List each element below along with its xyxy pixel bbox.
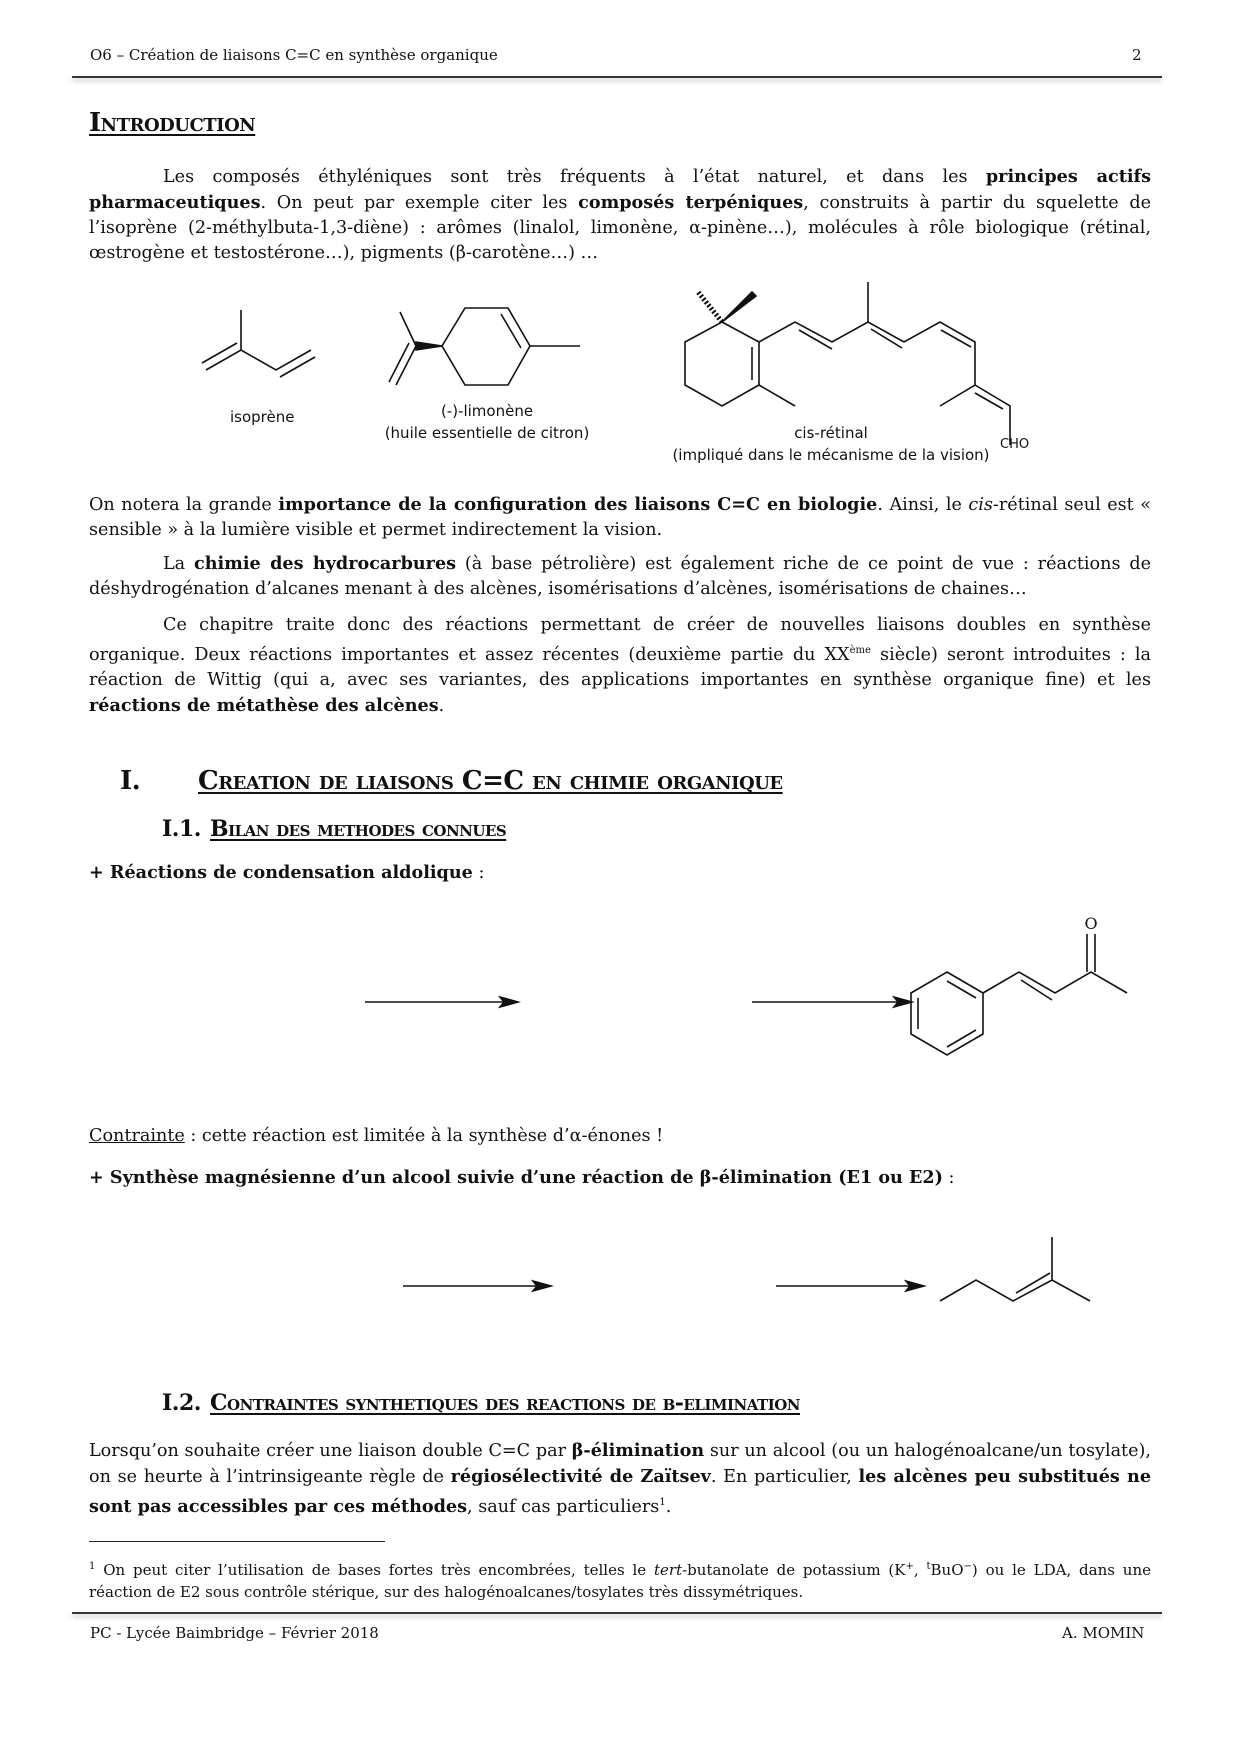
subsection-2-title: Contraintes synthetiques des reactions de β-elimination (210, 1390, 801, 1416)
intro-title: Introduction (89, 108, 256, 138)
terpene-figure (0, 270, 1240, 470)
intro-paragraph-4: Ce chapitre traite donc des réactions permettant de créer de nouvelles liaisons doubles en synthèse organique. Deux réactions importantes et assez récentes (deuxième partie du XXème siècle) seront introduites : la réaction de Wittig (qui a, avec ses variantes, des applications importantes en synthèse organique fine) et les réactions de métathèse des alcènes. (89, 615, 1152, 716)
footer-right: A. MOMIN (1062, 1624, 1145, 1642)
subsection-1-number: I.1. (162, 816, 201, 842)
label-isoprene: isoprène (230, 408, 295, 426)
reaction-arrow-2 (752, 997, 912, 1007)
subsection-1-title: Bilan des methodes connues (210, 816, 507, 842)
aldol-heading: + Réactions de condensation aldolique : (89, 862, 485, 883)
label-retinal: cis-rétinal (794, 424, 868, 442)
intro-paragraph-1: Les composés éthyléniques sont très fréquents à l’état naturel, et dans les principes actifs pharmaceutiques. On peut par exemple citer les composés terpéniques, construits à partir du squelette de l’isoprène (2-méthylbuta-1,3-diène) : arômes (linalol, limonène, α-pinène…), molécules à rôle biologique (rétinal, œstrogène et testostérone…), pigments (β-carotène…) … (89, 166, 1151, 263)
constraint-text: Contrainte : cette réaction est limitée à la synthèse d’α-énones ! (89, 1126, 664, 1146)
section-1-number: I. (120, 766, 141, 796)
label-limonene: (-)-limonène (440, 402, 534, 420)
cis-retinal-structure (685, 282, 1010, 445)
reaction-arrow-4 (776, 1281, 924, 1291)
label-cho: CHO (1000, 437, 1030, 452)
intro-paragraph-2: On notera la grande importance de la configuration des liaisons C=C en biologie. Ainsi, le cis-rétinal seul est « sensible » à la lumière visible et permet indirectement la vision. (89, 494, 1151, 540)
footer-left: PC - Lycée Baimbridge – Février 2018 (90, 1624, 379, 1642)
subsection-2-number: I.2. (162, 1390, 201, 1416)
footer-rule (72, 1612, 1162, 1614)
elimination-scheme (0, 1225, 1240, 1345)
intro-paragraph-3: La chimie des hydrocarbures (à base pétrolière) est également riche de ce point de vue : réactions de déshydrogénation d’alcanes menant à des alcènes, isomérisations d’alcènes, isomérisations de chaines… (89, 553, 1152, 599)
benzalacetone-structure (911, 934, 1127, 1055)
header-rule (72, 76, 1162, 78)
limonene-structure (389, 308, 580, 385)
label-limonene-sub: (huile essentielle de citron) (384, 424, 590, 442)
header-title: O6 – Création de liaisons C=C en synthèse organique (90, 46, 498, 64)
label-retinal-sub: (impliqué dans le mécanisme de la vision) (672, 446, 990, 464)
page-number: 2 (1132, 46, 1142, 64)
carbonyl-oxygen-label: O (1084, 914, 1098, 933)
reaction-arrow-1 (365, 997, 518, 1007)
elimination-paragraph: Lorsqu’on souhaite créer une liaison double C=C par β-élimination sur un alcool (ou un halogénoalcane/un tosylate), on se heurte à l’intrinsigeante règle de régiosélectivité de Zaïtsev. En particulier, les alcènes peu substitués ne sont pas accessibles par ces méthodes, sauf cas particuliers$^1$. (89, 1440, 1152, 1517)
aldol-scheme (0, 910, 1240, 1070)
grignard-heading: + Synthèse magnésienne d’un alcool suivie d’une réaction de β-élimination (E1 ou E2) : (89, 1167, 955, 1188)
methylpentene-structure (940, 1237, 1090, 1301)
isoprene-structure (202, 310, 315, 377)
footnote-separator (89, 1541, 385, 1542)
section-1-title: Creation de liaisons C=C en chimie organique (198, 766, 783, 796)
reaction-arrow-3 (403, 1281, 551, 1291)
footnote-1: $^1$ On peut citer l’utilisation de bases fortes très encombrées, telles le tert-butanolate de potassium (K+, $^t$BuO−) ou le LDA, dans une réaction de E2 sous contrôle stérique, sur des halogénoalcanes/tosylates très dissymétriques. (89, 1561, 1151, 1601)
